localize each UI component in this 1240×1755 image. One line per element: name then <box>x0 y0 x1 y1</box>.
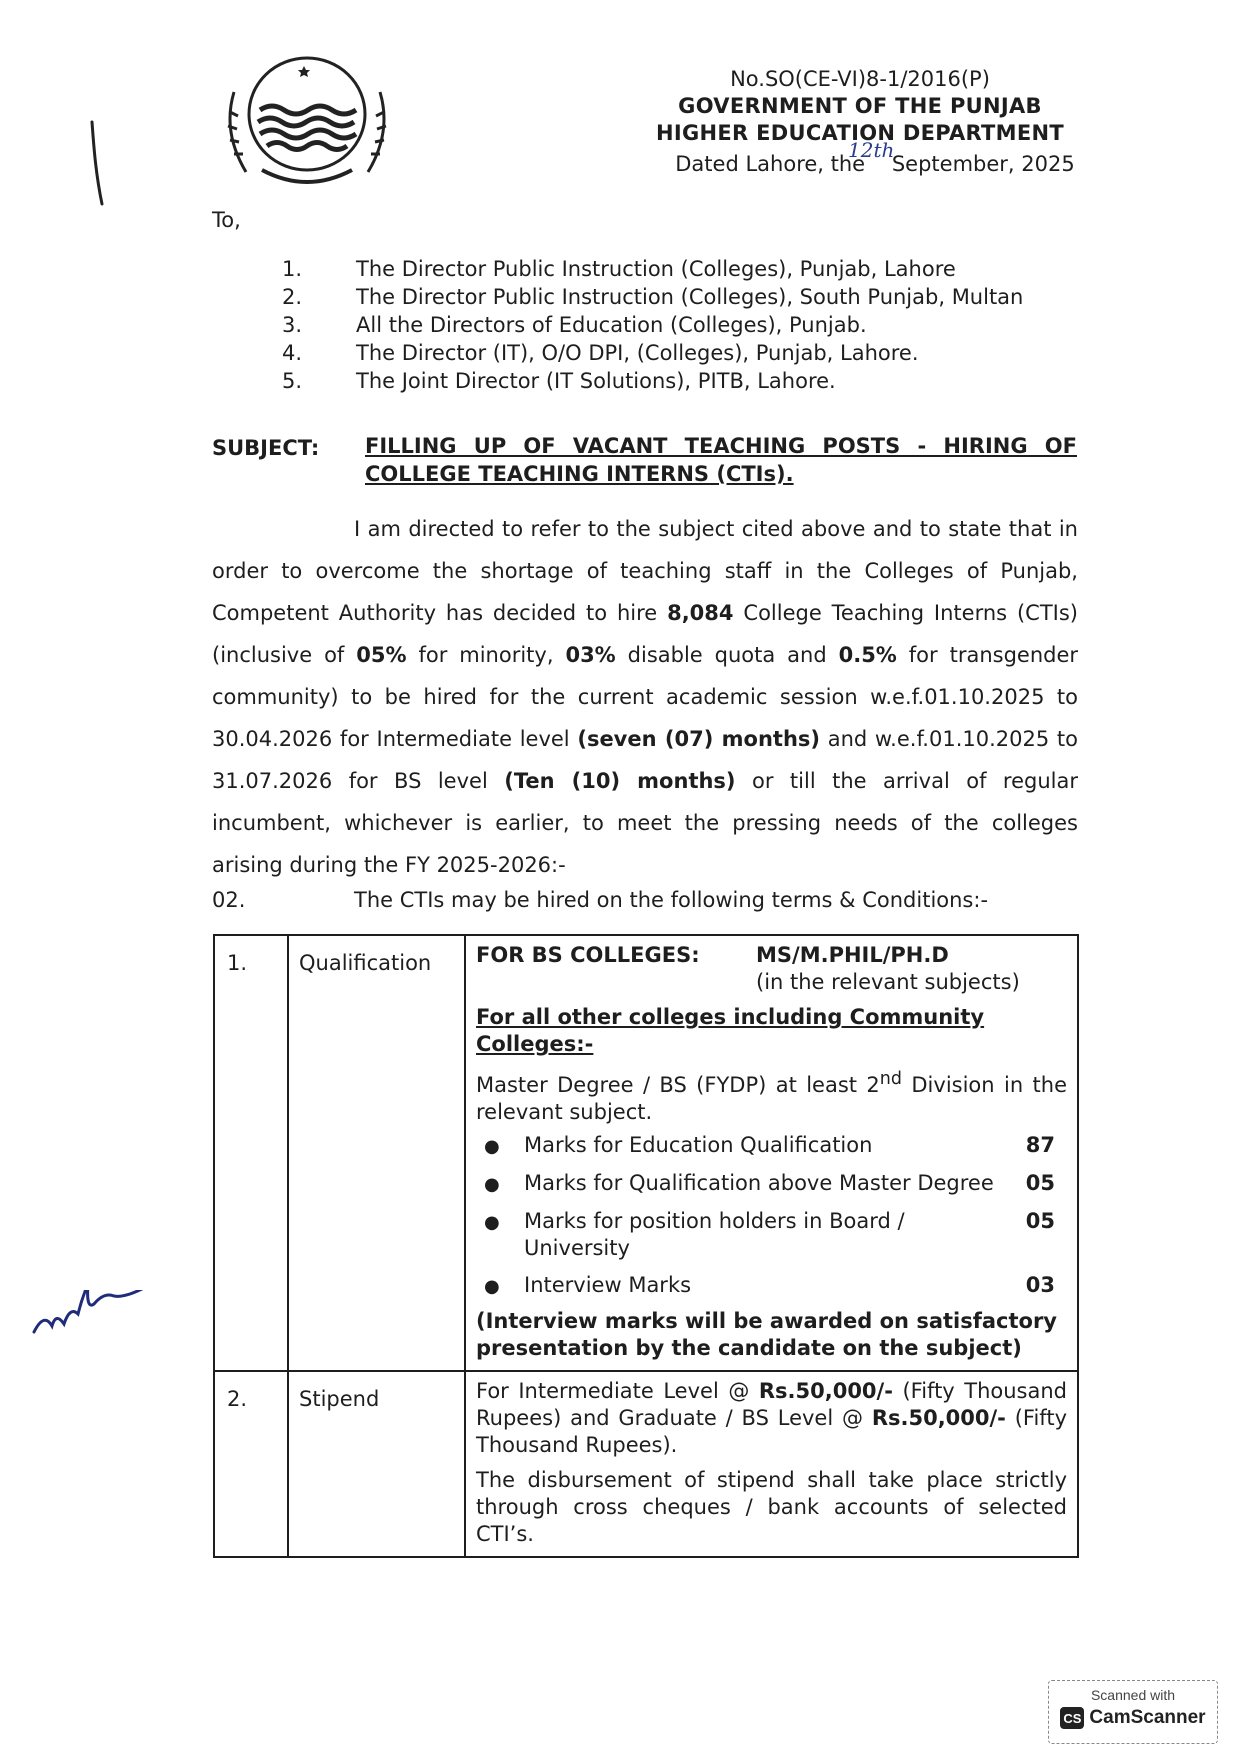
bs-colleges-sub: (in the relevant subjects) <box>756 970 1020 994</box>
list-item: 3. All the Directors of Education (Colleges), Punjab. <box>282 313 867 337</box>
government-name: GOVERNMENT OF THE PUNJAB <box>678 94 1042 118</box>
marks-list <box>476 1132 1067 1300</box>
row-label: Qualification <box>288 935 465 1371</box>
list-item: ● Marks for Qualification above Master Degree 05 <box>476 1170 1067 1198</box>
bullet-icon: ● <box>484 1174 500 1195</box>
bs-colleges-label: FOR BS COLLEGES: <box>476 943 700 967</box>
handwritten-day: 12th <box>848 138 895 162</box>
bullet-icon: ● <box>484 1276 500 1297</box>
dated-prefix: Dated Lahore, the <box>675 152 866 176</box>
row-number: 1. <box>214 935 288 1371</box>
bullet-icon: ● <box>484 1212 500 1233</box>
dated-line <box>600 138 1120 178</box>
handwritten-signature <box>30 1290 160 1340</box>
list-item: 4. The Director (IT), O/O DPI, (Colleges), Punjab, Lahore. <box>282 341 919 365</box>
qualification-details <box>465 935 1078 1371</box>
bs-colleges-value: MS/M.PHIL/PH.D <box>756 943 949 967</box>
subject-text: FILLING UP OF VACANT TEACHING POSTS - HIRING OF COLLEGE TEACHING INTERNS (CTIs). <box>365 434 1077 486</box>
bullet-icon: ● <box>484 1136 500 1157</box>
list-item: ● Marks for position holders in Board / University 05 <box>476 1208 1067 1262</box>
reference-number: No.SO(CE-VI)8-1/2016(P) <box>730 67 990 91</box>
list-item: 5. The Joint Director (IT Solutions), PITB, Lahore. <box>282 369 836 393</box>
table-row <box>214 935 1078 1371</box>
department-name: HIGHER EDUCATION DEPARTMENT <box>655 121 1065 145</box>
terms-table <box>213 934 1079 1558</box>
list-item: 2. The Director Public Instruction (Colleges), South Punjab, Multan <box>282 285 1024 309</box>
paragraph-text: The CTIs may be hired on the following terms & Conditions:- <box>354 888 989 912</box>
stipend-details <box>465 1371 1078 1557</box>
subject-label: SUBJECT: <box>212 436 320 460</box>
camscanner-brand: CamScanner <box>1089 1707 1206 1728</box>
table-row <box>214 1371 1078 1557</box>
body-paragraph: I am directed to refer to the subject cited above and to state that in order to overcome the shortage of teaching staff in the Colleges of Punjab, Competent Authority has decided to hire 8,084 College Teaching Interns (CTIs) (inclusive of 05% for minority, 03% disable quota and 0.5% for transgender community) to be hired for the current academic session w.e.f.01.10.2025 to 30.04.2026 for Intermediate level (seven (07) months) and w.e.f.01.10.2025 to 31.07.2026 for BS level (Ten (10) months) or till the arrival of regular incumbent, whichever is earlier, to meet the pressing needs of the colleges arising during the FY 2025-2026:- <box>212 517 1079 877</box>
paragraph-number: 02. <box>212 888 246 912</box>
camscanner-icon: CS <box>1060 1707 1084 1729</box>
row-label: Stipend <box>288 1371 465 1557</box>
list-item: ● Marks for Education Qualification 87 <box>476 1132 1067 1160</box>
interview-note: (Interview marks will be awarded on satisfactory presentation by the candidate on the subject) <box>476 1309 1057 1360</box>
stipend-disbursement: The disbursement of stipend shall take place strictly through cross cheques / bank accounts of selected CTI’s. <box>476 1468 1067 1546</box>
master-degree-requirement: Master Degree / BS (FYDP) at least 2nd Division in the relevant subject. <box>476 1069 1067 1124</box>
camscanner-watermark: Scanned with CS CamScanner <box>1048 1680 1218 1744</box>
dated-suffix: September, 2025 <box>891 152 1075 176</box>
addressee-list <box>282 255 1023 395</box>
pen-stroke-mark <box>86 120 110 206</box>
list-item: 1. The Director Public Instruction (Colleges), Punjab, Lahore <box>282 257 956 281</box>
row-number: 2. <box>214 1371 288 1557</box>
punjab-emblem-logo <box>212 52 402 192</box>
to-label: To, <box>212 208 241 232</box>
other-colleges-heading: For all other colleges including Community Colleges:- <box>476 1005 985 1056</box>
paragraph-02 <box>212 888 989 912</box>
letter-header <box>600 66 1120 178</box>
stipend-amount: For Intermediate Level @ Rs.50,000/- (Fifty Thousand Rupees) and Graduate / BS Level @ Rs.50,000/- (Fifty Thousand Rupees). <box>476 1379 1068 1457</box>
list-item: ● Interview Marks 03 <box>476 1272 1067 1300</box>
